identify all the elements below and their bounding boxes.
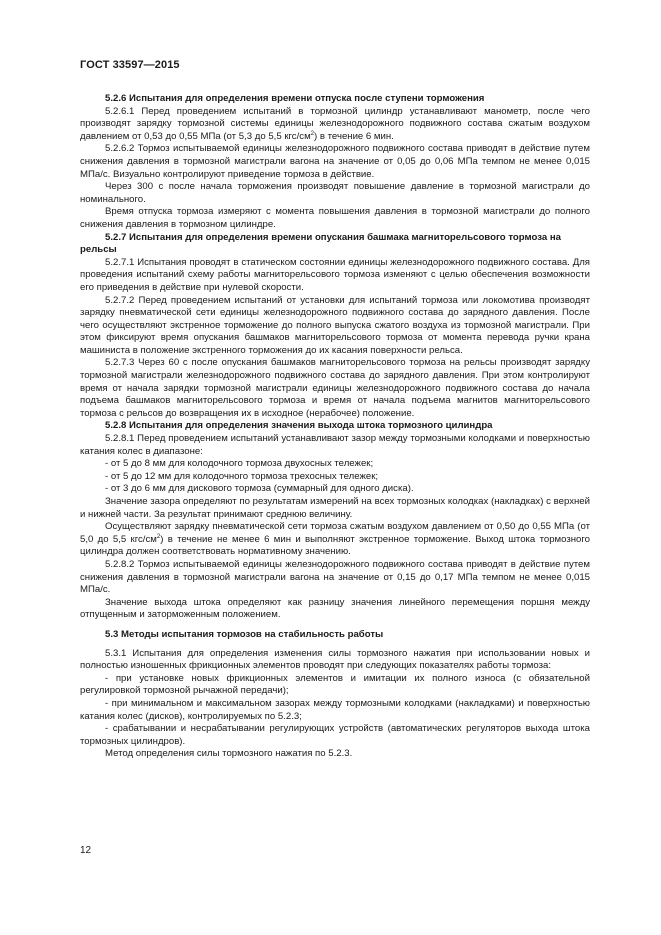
list-item: - при минимальном и максимальном зазорах между тормозными колодками (накладками) и поверхностью катания колес (дисков), контролируемых по 5.2.3; — [80, 697, 590, 722]
paragraph-5-2-6-2: 5.2.6.2 Тормоз испытываемой единицы железнодорожного подвижного состава приводят в действие путем снижения давления в тормозной магистрали вагона на значение от 0,05 до 0,06 МПа темпом не менее 0,015 МПа/с. Визуально контролируют приведение тормоза в действие. — [80, 143, 590, 180]
paragraph: Время отпуска тормоза измеряют с момента повышения давления в тормозной магистрали до полного снижения давления в тормозном цилиндре. — [80, 206, 590, 230]
paragraph-5-2-6-1 — [80, 106, 590, 144]
paragraph-5-2-8-2: 5.2.8.2 Тормоз испытываемой единицы железнодорожного подвижного состава приводят в действие путем снижения давления в тормозной магистрали вагона на значение от 0,15 до 0,17 МПа темпом не менее 0,015 МПа/с. — [80, 558, 590, 596]
page-number: 12 — [80, 845, 92, 856]
paragraph — [80, 521, 590, 559]
paragraph-5-2-7-3: 5.2.7.3 Через 60 с после опускания башмаков магниторельсового тормоза на рельсы производят зарядку тормозной магистрали железнодорожного подвижного состава до зарядного давления. При этом контролируют время от начала зарядки тормозной магистрали единицы железнодорожного подвижного состава до начала подъема башмаков магниторельсового тормоза и время от начала подъема магнитов магниторельсового тормоза с рельсов до возвращения их в исходное (нерабочее) положение. — [80, 357, 590, 419]
paragraph-5-3-1: 5.3.1 Испытания для определения изменения силы тормозного нажатия при использовании новых и полностью изношенных фрикционных элементов проводят при следующих показателях работы тормоза: — [80, 647, 590, 672]
paragraph: Через 300 с после начала торможения производят повышение давление в тормозной магистрали до номинального. — [80, 181, 590, 205]
paragraph: Значение выхода штока определяют как разницу значения линейного перемещения поршня между отпущенным и заторможенным положением. — [80, 596, 590, 621]
list-item: - от 3 до 6 мм для дискового тормоза (суммарный для одного диска). — [105, 483, 414, 495]
paragraph-text: ) в течение 6 мин. — [314, 130, 394, 142]
page-content — [80, 93, 590, 761]
paragraph: Метод определения силы тормозного нажатия по 5.2.3. — [105, 748, 353, 760]
paragraph-text: 5.2.6.1 Перед проведением испытаний в тормозной цилиндр устанавливают манометр, после чего производят зарядку тормозной системы единицы железнодорожного подвижного состава сжатым воздухом давлением от 0,53 до 0,55 МПа (от 5,3 до 5,5 кгс/см — [80, 105, 590, 142]
heading-5-3: 5.3 Методы испытания тормозов на стабильность работы — [105, 628, 384, 640]
list-item: - срабатывании и несрабатывании регулирующих устройств (автоматических регуляторов выхода штока тормозных цилиндров). — [80, 723, 590, 747]
document-header: ГОСТ 33597—2015 — [80, 59, 180, 71]
list-item: - при установке новых фрикционных элементов и имитации их полного износа (с обязательной регулировкой тормозной рычажной передачи); — [80, 672, 590, 697]
superscript: 2 — [310, 130, 315, 137]
heading-5-2-6: 5.2.6 Испытания для определения времени отпуска после ступени торможения — [105, 93, 485, 104]
paragraph-5-2-8-1: 5.2.8.1 Перед проведением испытаний устанавливают зазор между тормозными колодками и поверхностью катания колес в диапазоне: — [80, 433, 590, 457]
paragraph: Значение зазора определяют по результатам измерений на всех тормозных колодках (накладках) с верхней и нижней части. За результат принимают среднюю величину. — [80, 496, 590, 520]
superscript: 2 — [156, 533, 161, 540]
paragraph-5-2-7-1: 5.2.7.1 Испытания проводят в статическом состоянии единицы железнодорожного подвижного состава. Для проведения испытаний схему работы магниторельсового тормоза изменяют с целью обеспечения возможности его приведения в действие при нулевой скорости. — [80, 256, 590, 293]
paragraph-text: Осуществляют зарядку пневматической сети тормоза сжатым воздухом давлением от 0,50 до 0,55 МПа (от 5,0 до 5,5 кгс/см — [80, 521, 590, 545]
paragraph-5-2-7-2: 5.2.7.2 Перед проведением испытаний от установки для испытаний тормоза или локомотива производят зарядку пневматической сети единицы железнодорожного подвижного состава до зарядного давления. После чего осуществляют экстренное торможение до полного выпуска сжатого воздуха из тормозной магистрали. При этом фиксируют время опускания башмаков магниторельсового тормоза от момента перевода ручки крана машиниста в положение экстренного торможения до их касания поверхности рельса. — [80, 294, 590, 356]
heading-5-2-8: 5.2.8 Испытания для определения значения выхода штока тормозного цилиндра — [105, 420, 493, 432]
heading-5-2-7: 5.2.7 Испытания для определения времени опускания башмака магниторельсового тормоза на рельсы — [80, 231, 561, 256]
list-item: - от 5 до 12 мм для колодочного тормоза трехосных тележек; — [105, 470, 379, 482]
list-item: - от 5 до 8 мм для колодочного тормоза двухосных тележек; — [105, 458, 374, 470]
paragraph-text: ) в течение не менее 6 мин и выполняют экстренное торможение. Выход штока тормозного цилиндра должен соответствовать нормативному значению. — [80, 533, 591, 558]
